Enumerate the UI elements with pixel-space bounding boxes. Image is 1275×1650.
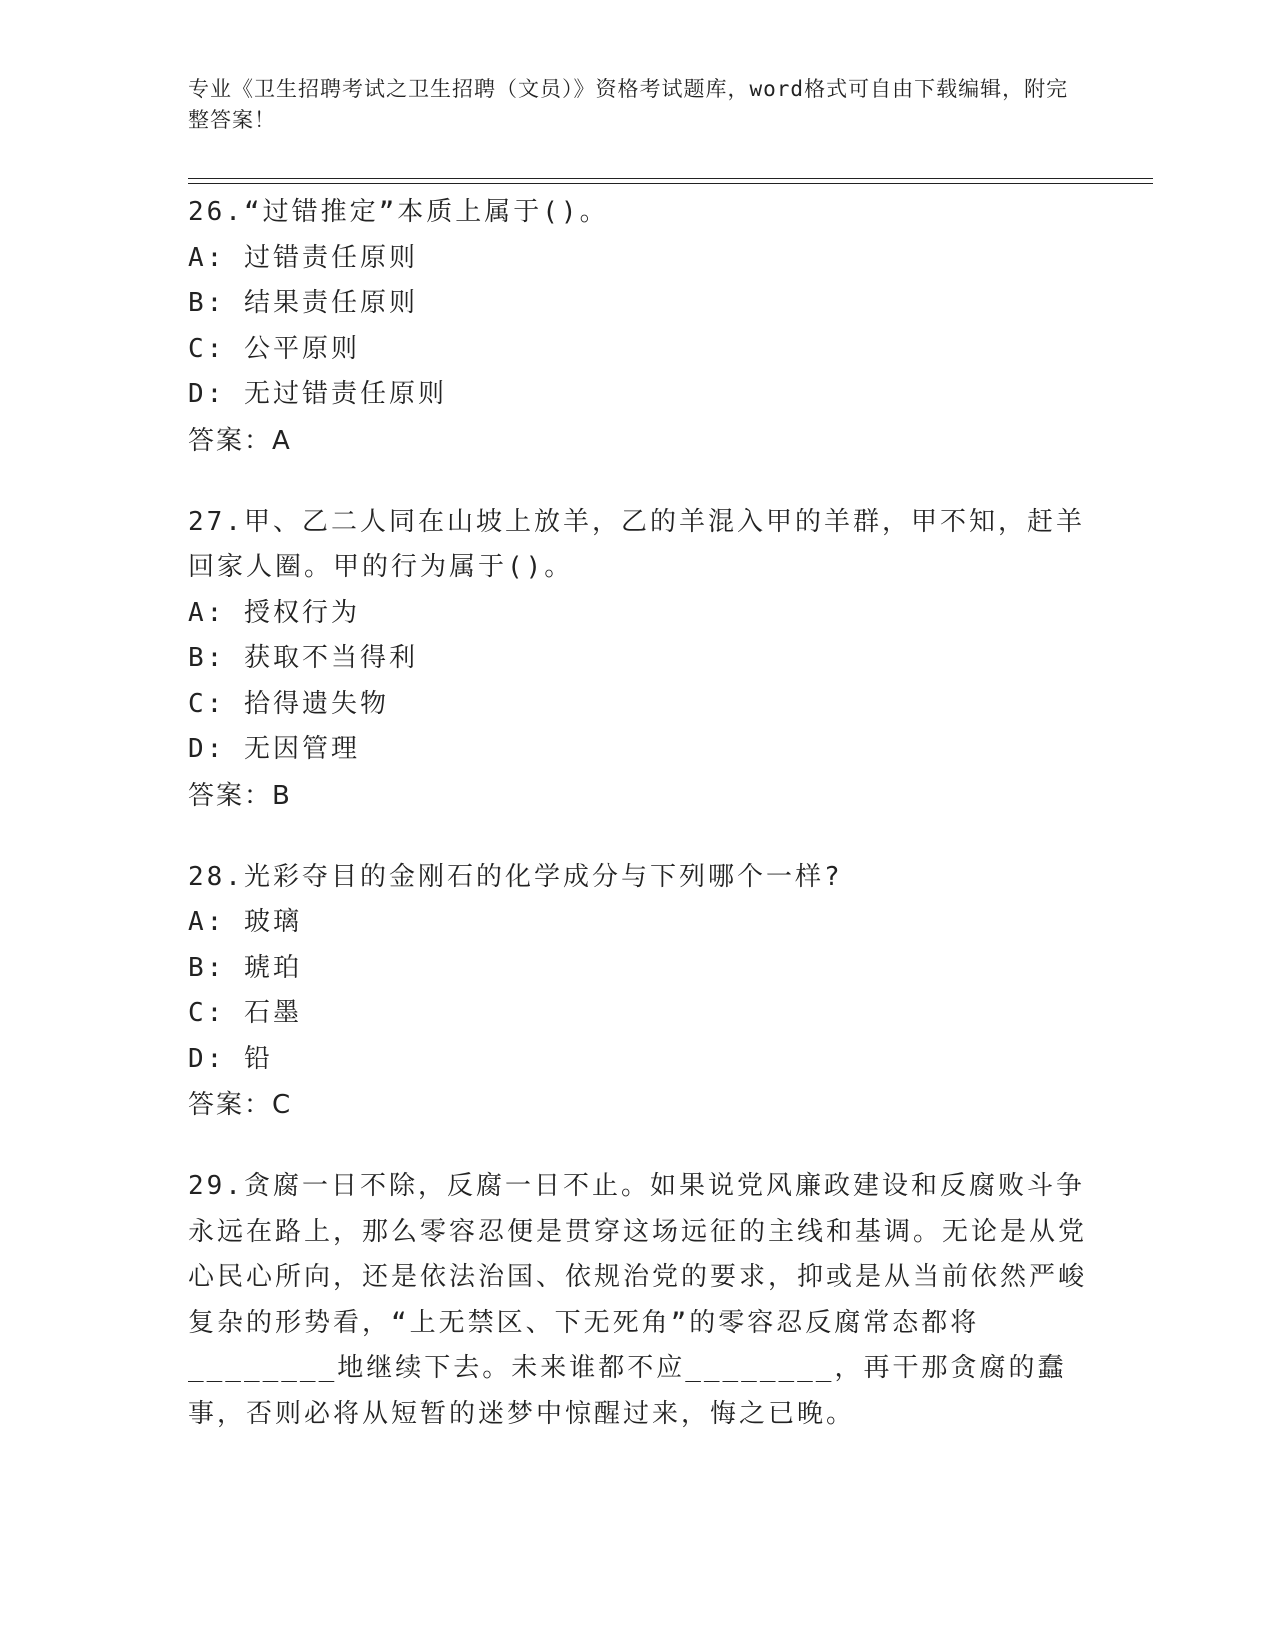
answer-label: 答案：A <box>188 425 292 456</box>
option-a: A: 授权行为 <box>188 597 360 628</box>
option-b: B: 结果责任原则 <box>188 288 418 318</box>
option-b: B: 获取不当得利 <box>188 643 418 673</box>
answer-label: 答案：B <box>188 780 292 811</box>
question-26 <box>188 190 1088 464</box>
answer-label: 答案：C <box>188 1090 293 1120</box>
question-stem: 26.“过错推定”本质上属于()。 <box>188 197 609 227</box>
document-header: 专业《卫生招聘考试之卫生招聘（文员）》资格考试题库，word格式可自由下载编辑，附完整答案！ <box>188 77 1069 132</box>
question-stem: 29.贪腐一日不除，反腐一日不止。如果说党风廉政建设和反腐败斗争永远在路上，那么零容忍便是贯穿这场远征的主线和基调。无论是从党心民心所向，还是依法治国、依规治党的要求，抑或是从当前依然严峻复杂的形势看，“上无禁区、下无死角”的零容忍反腐常态都将________地继续下去。未来谁都不应________，再干那贪腐的蠢事，否则必将从短暂的迷梦中惊醒过来，悔之已晚。 <box>188 1171 1088 1429</box>
option-d: D: 无过错责任原则 <box>188 379 447 409</box>
question-stem: 27.甲、乙二人同在山坡上放羊，乙的羊混入甲的羊群，甲不知，赶羊回家人圈。甲的行为属于()。 <box>188 506 1085 582</box>
option-a: A: 过错责任原则 <box>188 242 418 273</box>
option-d: D: 铅 <box>188 1043 273 1074</box>
question-29 <box>188 1164 1088 1437</box>
option-c: C: 拾得遗失物 <box>188 688 389 719</box>
option-c: C: 公平原则 <box>188 333 360 364</box>
question-28 <box>188 855 1088 1129</box>
option-a: A: 玻璃 <box>188 907 302 937</box>
option-d: D: 无因管理 <box>188 734 360 764</box>
question-stem: 28.光彩夺目的金刚石的化学成分与下列哪个一样? <box>188 861 843 892</box>
question-list <box>188 190 1088 1473</box>
option-b: B: 琥珀 <box>188 952 302 983</box>
question-27 <box>188 500 1088 819</box>
option-c: C: 石墨 <box>188 998 302 1028</box>
header-divider-line <box>188 178 1153 179</box>
header-divider-line-2 <box>188 183 1153 184</box>
